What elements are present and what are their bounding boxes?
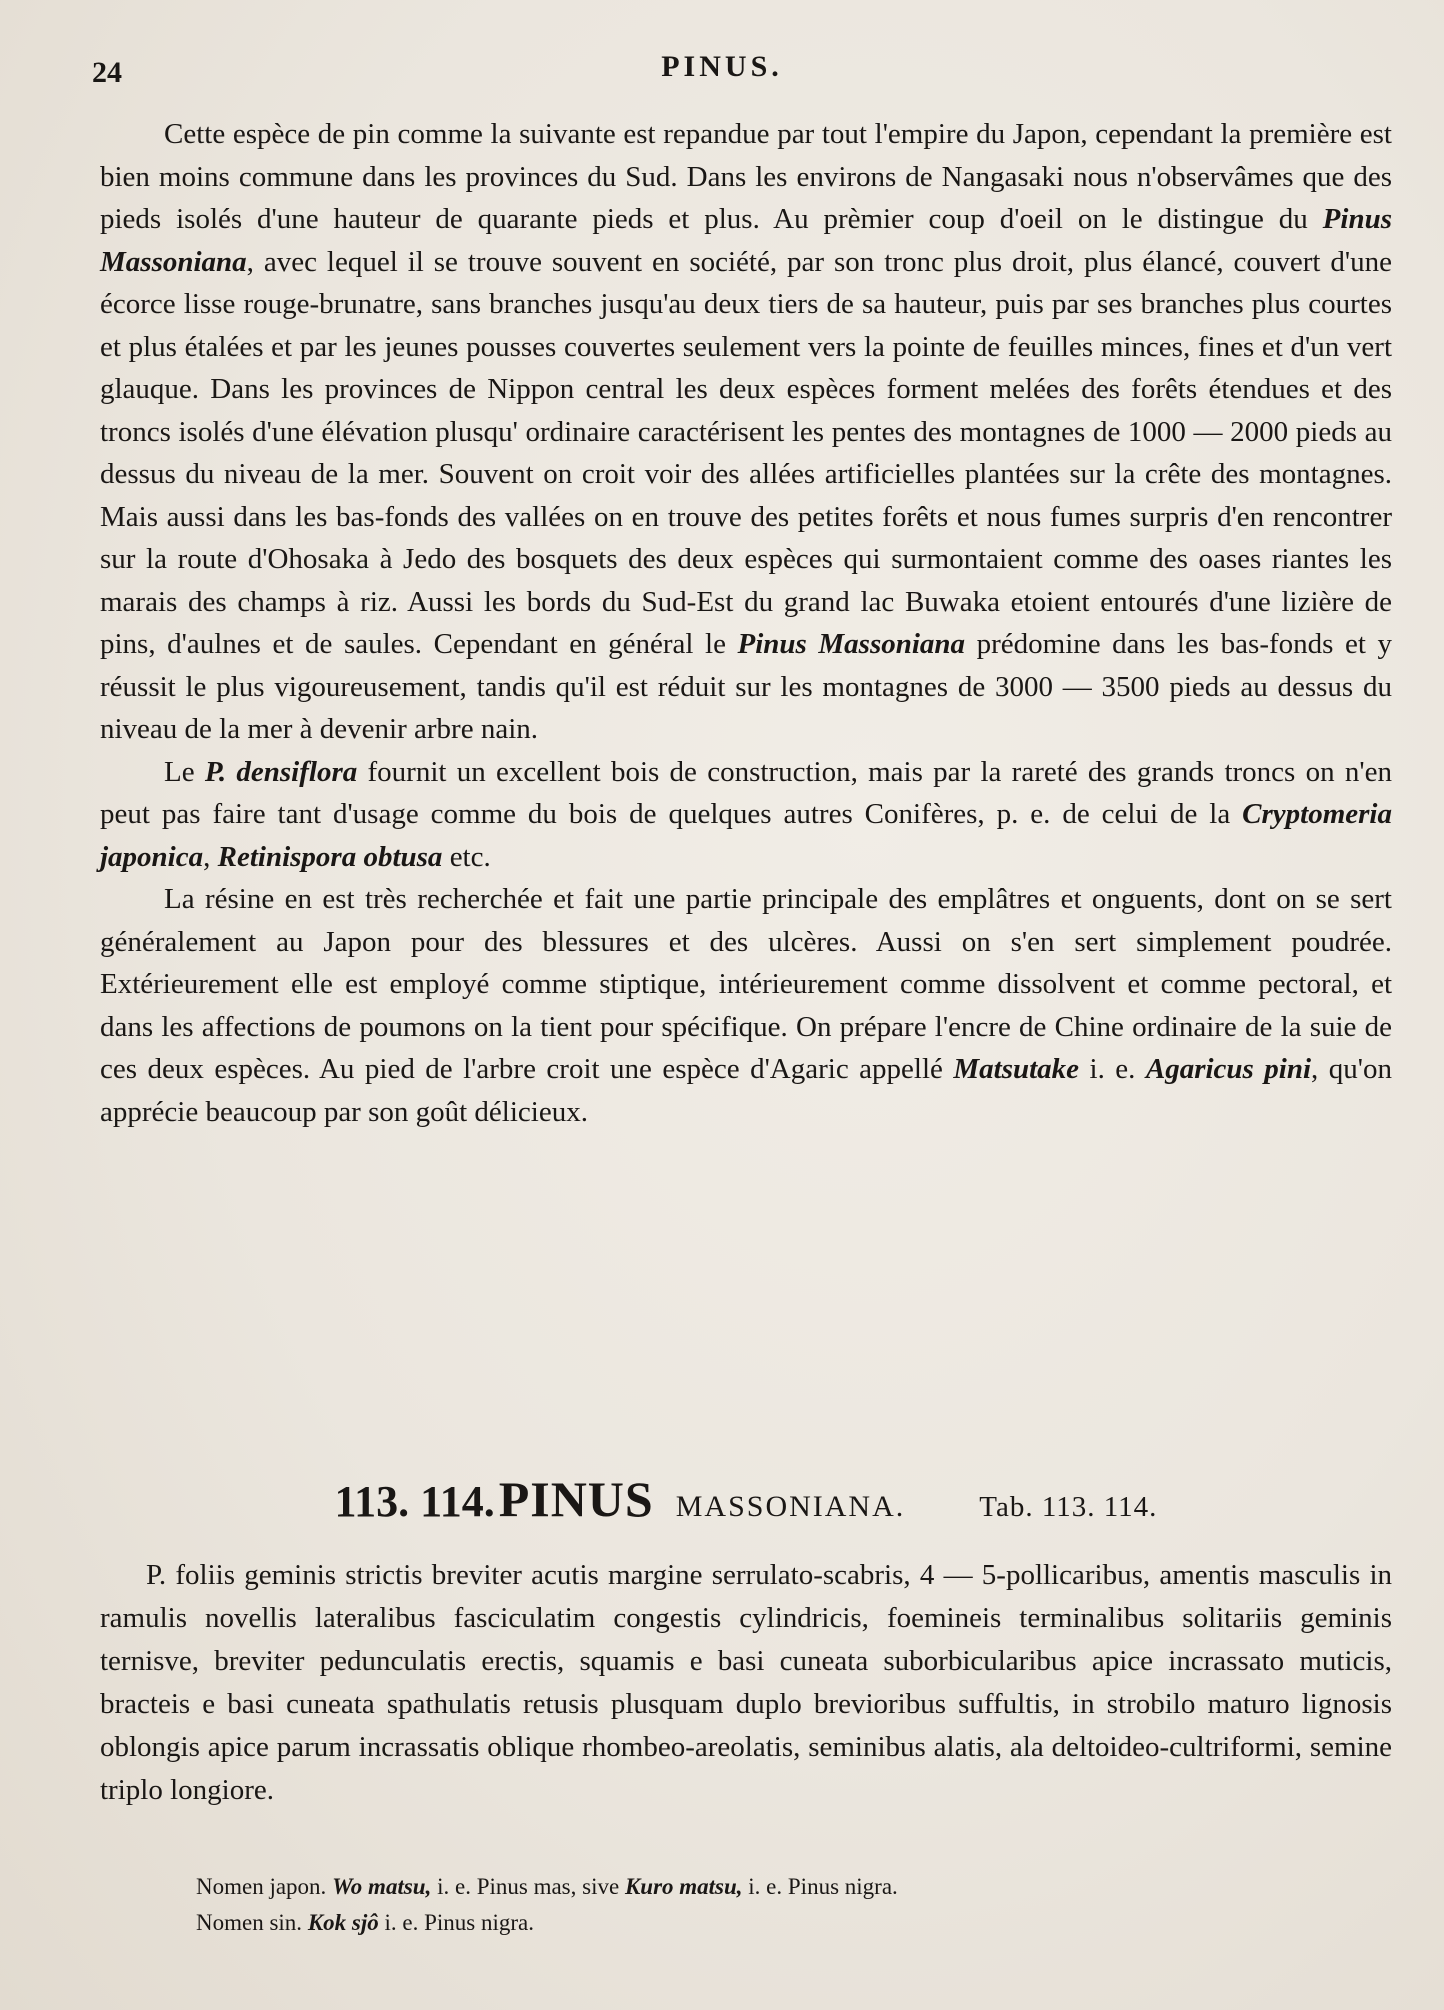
- text-run: prédomine dans les bas-fonds et y réussit le plus vigoureusement, tandis qu'il est réduit sur les montagnes de 3000 — 3500 pieds au dessus du niveau de la mer à devenir arbre nain.: [100, 628, 1392, 745]
- running-head: [92, 50, 1352, 100]
- section-species: MASSONIANA.: [675, 1490, 906, 1523]
- text-run: La résine en est très recherchée et fait une partie principale des emplâtres et onguents, dont on se sert généralement au Japon pour des blessures et des ulcères. Aussi on s'en sert simplement poudrée. Extérieurement elle est employé comme stiptique, intérieurement comme dissolvent et comme pectoral, et dans les affections de poumons on la tient pour spécifique. On prépare l'encre de Chine ordinaire de la suie de ces deux espèces. Au pied de l'arbre croit une espèce d'Agaric appellé: [100, 883, 1392, 1085]
- text-run: , qu'on apprécie beaucoup par son goût délicieux.: [100, 1053, 1392, 1128]
- diagnosis-text: P. foliis geminis strictis breviter acutis margine serrulato-scabris, 4 — 5-pollicaribus, amentis masculis in ramulis novellis lateralibus fasciculatim congestis cylindricis, foemineis terminalibus solitariis geminis ternisve, breviter pedunculatis erectis, squamis e basi cuneata suborbicularibus apice incrassato muticis, bracteis e basi cuneata spathulatis retusis plusquam duplo brevioribus suffultis, in strobilo maturo lignosis oblongis apice parum incrassatis oblique rhombeo-areolatis, seminibus alatis, ala deltoideo-cultriformi, semine triplo longiore.: [100, 1559, 1392, 1806]
- gloss: i. e. Pinus nigra.: [384, 1910, 534, 1935]
- vernacular-name: Kuro matsu,: [624, 1874, 743, 1899]
- vernacular-name: Kok sjô: [307, 1910, 379, 1935]
- section-genus: PINUS: [498, 1471, 654, 1527]
- nomen-label: Nomen japon.: [196, 1874, 327, 1899]
- taxon-name: Pinus Massoniana: [100, 203, 1392, 278]
- vernacular-name: Wo matsu,: [332, 1874, 432, 1899]
- gloss: i. e. Pinus mas, sive: [437, 1874, 620, 1899]
- paragraph: [100, 113, 1392, 751]
- taxon-name: Pinus Massoniana: [737, 628, 966, 660]
- body-text: [100, 113, 1392, 1133]
- text-run: Le: [164, 755, 205, 788]
- plate-reference: Tab. 113. 114.: [979, 1491, 1158, 1523]
- text-run: Cette espèce de pin comme la suivante est repandue par tout l'empire du Japon, cependant la première est bien moins commune dans les provinces du Sud. Dans les environs de Nangasaki nous n'observâmes que des pieds isolés d'une hauteur de quarante pieds et plus. Au prèmier coup d'oeil on le distingue du: [100, 118, 1392, 235]
- text-run: etc.: [442, 840, 491, 873]
- text-run: , avec lequel il se trouve souvent en société, par son tronc plus droit, plus élancé, couvert d'une écorce lisse rouge-brunatre, sans branches jusqu'au deux tiers de sa hauteur, puis par ses branches plus courtes et plus étalées et par les jeunes pousses couvertes seulement vers la pointe de feuilles minces, fines et d'un vert glauque. Dans les provinces de Nippon central les deux espèces forment melées des forêts étendues et des troncs isolés d'une élévation plusqu' ordinaire caractérisent les pentes des montagnes de 1000 — 2000 pieds au dessus du niveau de la mer. Souvent on croit voir des allées artificielles plantées sur la crête des montagnes. Mais aussi dans les bas-fonds des vallées on en trouve des petites forêts et nous fumes surpris d'en rencontrer sur la route d'Ohosaka à Jedo des bosquets des deux espèces qui surmontaient comme des oases riantes les marais des champs à riz. Aussi les bords du Sud-Est du grand lac Buwaka etoient entourés d'une lizière de pins, d'aulnes et de saules. Cependant en général le: [100, 245, 1392, 660]
- page-number: 24: [92, 56, 122, 89]
- taxon-name: Cryptomeria japonica: [100, 798, 1392, 873]
- nomen-label: Nomen sin.: [196, 1910, 303, 1935]
- text-run: ,: [203, 840, 218, 873]
- nomen-sin: [196, 1908, 1356, 1938]
- section-heading: [100, 1470, 1392, 1528]
- taxon-name: Retinispora obtusa: [217, 840, 443, 873]
- taxon-name: Agaricus pini: [1145, 1053, 1312, 1085]
- paragraph: [100, 878, 1392, 1133]
- paragraph: [100, 751, 1392, 879]
- nomen-japon: [196, 1872, 1356, 1902]
- text-run: fournit un excellent bois de construction, mais par la rareté des grands troncs on n'en peut pas faire tant d'usage comme du bois de quelques autres Conifères, p. e. de celui de la: [100, 755, 1392, 830]
- text-run: i. e.: [1079, 1053, 1146, 1085]
- running-title: PINUS.: [661, 50, 783, 83]
- section-number: 113. 114.: [334, 1477, 495, 1526]
- gloss: i. e. Pinus nigra.: [748, 1874, 898, 1899]
- taxon-name: P. densiflora: [204, 755, 358, 788]
- taxon-name: Matsutake: [953, 1053, 1080, 1085]
